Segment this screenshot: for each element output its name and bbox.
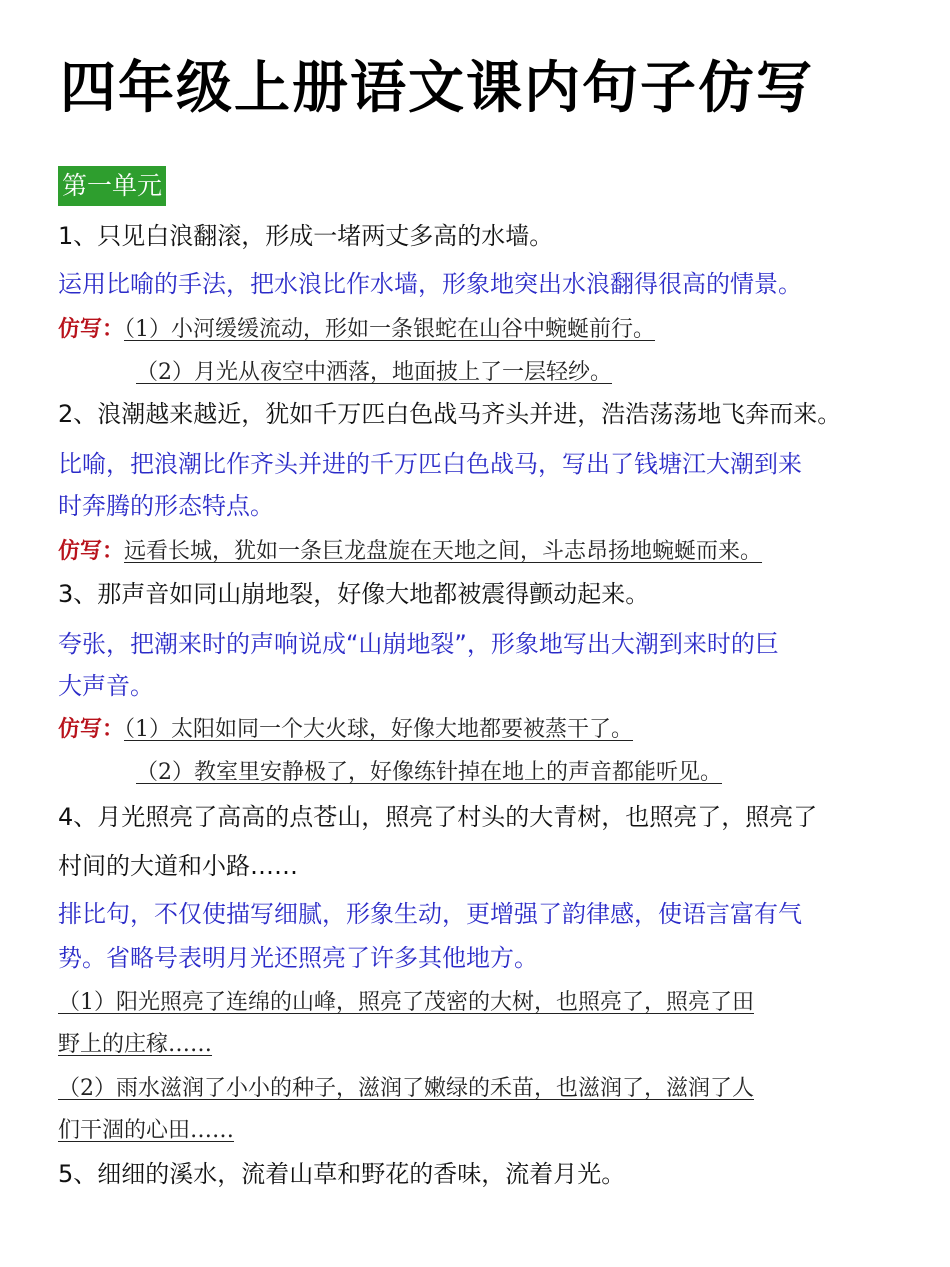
example-sentence-2: 2、浪潮越来越近，犹如千万匹白色战马齐头并进，浩浩荡荡地飞奔而来。 [58,400,842,428]
example-sentence-1: 1、只见白浪翻滚，形成一堵两丈多高的水墙。 [58,222,554,250]
imitation-text: （2）雨水滋润了小小的种子，滋润了嫩绿的禾苗，也滋润了，滋润了人 [58,1076,754,1101]
example-sentence-5: 5、细细的溪水，流着山草和野花的香味，流着月光。 [58,1160,626,1188]
unit-tag: 第一单元 [58,166,166,206]
imitation-1-1: （1）小河缓缓流动，形如一条银蛇在山谷中蜿蜒前行。 [124,317,656,342]
page-title: 四年级上册语文课内句子仿写 [60,55,814,121]
analysis-1-line-1: 运用比喻的手法，把水浪比作水墙，形象地突出水浪翻得很高的情景。 [58,270,802,298]
analysis-4-line-2: 势。省略号表明月光还照亮了许多其他地方。 [58,944,538,972]
imitation-2-1: 远看长城，犹如一条巨龙盘旋在天地之间，斗志昂扬地蜿蜒而来。 [124,539,763,564]
analysis-2-line-2: 时奔腾的形态特点。 [58,492,274,520]
analysis-2-line-1: 比喻，把浪潮比作齐头并进的千万匹白色战马，写出了钱塘江大潮到来 [58,450,802,478]
imitation-row-3a [58,716,633,743]
imitation-row-2 [58,538,762,565]
imitation-label: 仿写： [58,538,125,564]
imitation-4-line-1 [58,990,754,1016]
imitation-row-1a [58,316,655,343]
imitation-row-3b [136,760,722,786]
analysis-3-line-2: 大声音。 [58,672,154,700]
example-sentence-4-line-1: 4、月光照亮了高高的点苍山，照亮了村头的大青树，也照亮了，照亮了 [58,803,818,831]
analysis-3-line-1: 夸张，把潮来时的声响说成“山崩地裂”，形象地写出大潮到来时的巨 [58,630,779,658]
example-sentence-3: 3、那声音如同山崩地裂，好像大地都被震得颤动起来。 [58,580,650,608]
analysis-4-line-1: 排比句，不仅使描写细腻，形象生动，更增强了韵律感，使语言富有气 [58,900,802,928]
imitation-4-line-3 [58,1076,754,1102]
imitation-3-1: （1）太阳如同一个大火球，好像大地都要被蒸干了。 [124,717,634,742]
imitation-4-line-2 [58,1032,212,1058]
imitation-label: 仿写： [58,716,125,742]
imitation-row-1b [136,360,612,386]
imitation-1-2: （2）月光从夜空中洒落，地面披上了一层轻纱。 [136,360,612,385]
imitation-text: 们干涸的心田…… [58,1118,235,1143]
imitation-text: 野上的庄稼…… [58,1032,213,1057]
imitation-3-2: （2）教室里安静极了，好像练针掉在地上的声音都能听见。 [136,760,722,785]
imitation-label: 仿写： [58,316,125,342]
example-sentence-4-line-2: 村间的大道和小路…… [58,852,298,880]
imitation-text: （1）阳光照亮了连绵的山峰，照亮了茂密的大树，也照亮了，照亮了田 [58,990,754,1015]
imitation-4-line-4 [58,1118,234,1144]
